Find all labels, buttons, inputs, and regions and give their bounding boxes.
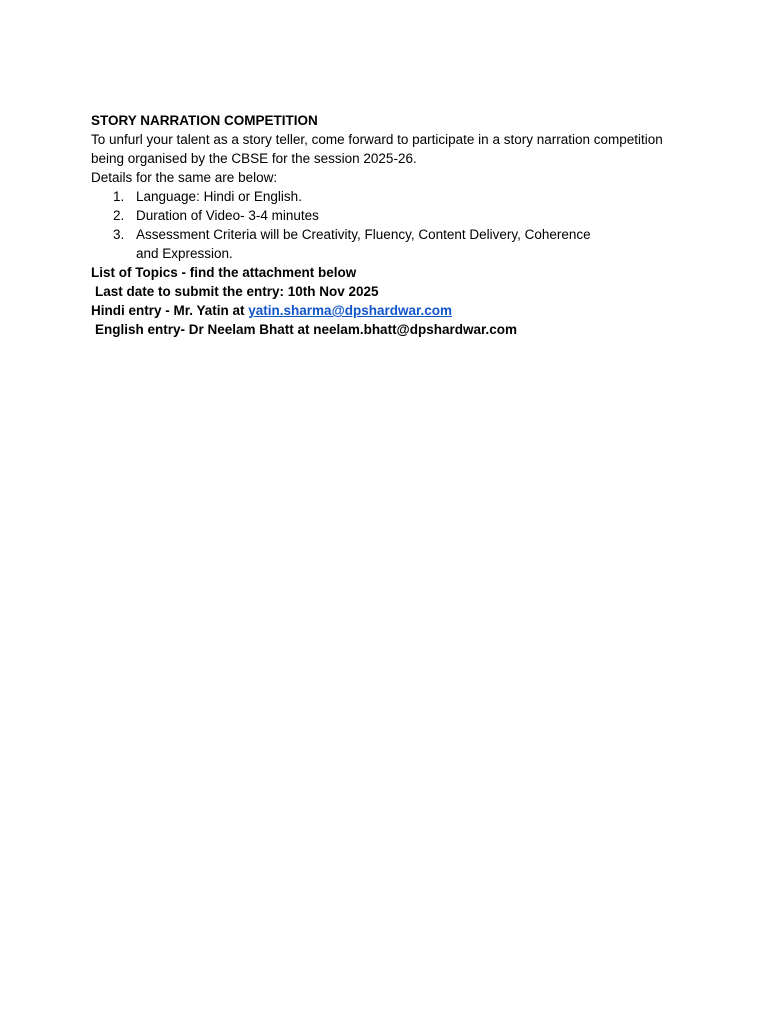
details-item-text: Language: Hindi or English. (136, 189, 302, 204)
details-item-number: 1. (113, 189, 125, 204)
intro-line-1: To unfurl your talent as a story teller, come forward to participate in a story narration competition (91, 132, 663, 147)
details-item-text-continued: and Expression. (136, 246, 233, 261)
hindi-entry-label: Hindi entry - Mr. Yatin at (91, 303, 249, 318)
details-item-number: 2. (113, 208, 125, 223)
details-item-text: Assessment Criteria will be Creativity, Fluency, Content Delivery, Coherence (136, 227, 591, 242)
details-list (91, 187, 691, 263)
last-date-note: Last date to submit the entry: 10th Nov 2025 (95, 284, 379, 299)
hindi-entry-email-link[interactable]: yatin.sharma@dpshardwar.com (248, 303, 453, 318)
details-item-number: 3. (113, 227, 125, 242)
intro-line-2: being organised by the CBSE for the session 2025-26. (91, 151, 417, 166)
details-item-duration (91, 206, 691, 225)
document-body (91, 111, 691, 339)
details-item-assessment (91, 225, 691, 263)
document-title: STORY NARRATION COMPETITION (91, 113, 318, 128)
topics-note: List of Topics - find the attachment below (91, 265, 357, 280)
details-item-language (91, 187, 691, 206)
hindi-entry (91, 301, 691, 320)
details-intro: Details for the same are below: (91, 170, 278, 185)
details-item-text: Duration of Video- 3-4 minutes (136, 208, 319, 223)
english-entry: English entry- Dr Neelam Bhatt at neelam.bhatt@dpshardwar.com (95, 322, 518, 337)
